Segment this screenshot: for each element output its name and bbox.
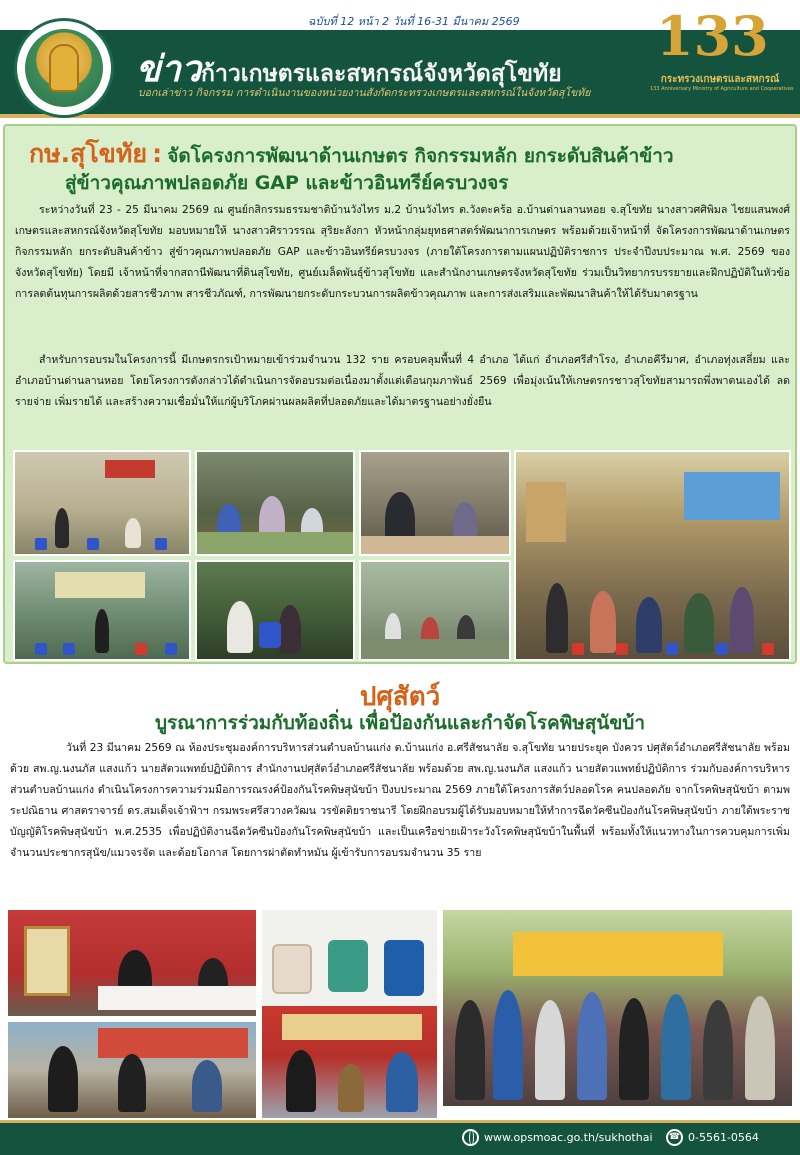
livestock-paragraph: วันที่ 23 มีนาคม 2569 ณ ห้องประชุมองค์การบริหารส่วนตำบลบ้านแก่ง ต.บ้านแก่ง อ.ศรีสัชนาลัย จ.สุโขทัย นายประยุค บังควร ปศุสัตว์อำเภอศรีสัชนาลัย พร้อมด้วย สพ.ญ.นงนภัส แสงแก้ว นายสัตวแพทย์ปฏิบัติการ สำนักงานปศุสัตว์อำเภอศรีสัชนาลัย พร้อมด้วย สพ.ญ.นงนภัส แสงแก้ว นายสัตวแพทย์ปฏิบัติการ ร่วมกับองค์การบริหารส่วนตำบลบ้านแก่ง ดำเนินโครงการความร่วมมือการรณรงค์ป้องกันโรคพิษสุนัขบ้า ปีงบประมาณ 2569 ภายใต้โครงการสัตว์ปลอดโรค คนปลอดภัย จากโรคพิษสุนัขบ้า ตามพระปณิธาน ศาสตราจารย์ ดร.สมเด็จเจ้าฟ้าฯ กรมพระศรีสวางควัฒน วรขัตติยราชนารี โดยฝึกอบรมผู้ได้รับมอบหมายให้ทำการฉีดวัคซีนป้องกันโรคพิษสุนัขบ้า ภายใต้พระราชบัญญัติโรคพิษสุนัขบ้า พ.ศ.2535 เพื่อปฏิบัติงานฉีดวัคซีนป้องกันโรคพิษสุนัขบ้า และเป็นเครือข่ายเฝ้าระวังโรคพิษสุนัขบ้าในพื้นที่ พร้อมทั้งให้แนวทางในการควบคุมการเพิ่มจำนวนประชากรสุนัข/แมวจรจัด และด้อยโอกาส โดยการผ่าตัดทำหมัน ผู้เข้ารับการอบรมจำนวน 35 ราย [10, 742, 790, 859]
footer-bar [0, 1120, 800, 1155]
globe-icon [462, 1129, 479, 1146]
issue-line: ฉบับที่ 12 หน้า 2 วันที่ 16-31 มีนาคม 2569 [308, 15, 520, 28]
training-photo-4 [13, 560, 191, 661]
website-link[interactable]: www.opsmoac.go.th/sukhothai [484, 1131, 653, 1144]
logo-emblem [25, 29, 103, 107]
livestock-section-heading: บูรณาการร่วมกับท้องถิ่น เพื่อป้องกันและกำจัดโรคพิษสุนัขบ้า [154, 712, 646, 734]
rabies-photo-2 [8, 1022, 256, 1118]
phone-number: 0-5561-0564 [688, 1131, 759, 1144]
newsletter-subtitle: บอกเล่าข่าว กิจกรรม การดำเนินงานของหน่วยงานสังกัดกระทรวงเกษตรและสหกรณ์ในจังหวัดสุโขทัย [138, 87, 591, 99]
training-photo-1 [13, 450, 191, 556]
logo-deity-figure [49, 44, 79, 92]
agriculture-news-section [3, 124, 797, 664]
livestock-section-title: ปศุสัตว์ [359, 682, 441, 712]
rabies-photo-1 [8, 910, 256, 1016]
training-photo-3 [359, 450, 511, 556]
heading-line1: จัดโครงการพัฒนาด้านเกษตร กิจกรรมหลัก ยกระดับสินค้าข้าว [167, 145, 674, 167]
anniversary-logo [650, 4, 794, 114]
province-tag: กษ.สุโขทัย [29, 139, 148, 168]
training-photo-large [514, 450, 791, 661]
rabies-photo-group [443, 910, 792, 1106]
section1-paragraph1: ระหว่างวันที่ 23 - 25 มีนาคม 2569 ณ ศูนย์กสิกรรมธรรมชาติบ้านวังไทร ม.2 บ้านวังไทร ต.วังตะคร้อ อ.บ้านด่านลานหอย จ.สุโขทัย นางสาวศศิพิมล ไชยแสนพงศ์ เกษตรและสหกรณ์จังหวัดสุโขทัย มอบหมายให้ นางสาวศิราวรรณ สุริยะลังกา หัวหน้ากลุ่มยุทธศาสตร์พัฒนาการเกษตร พร้อมด้วยเจ้าหน้าที่ จัดโครงการพัฒนาด้านเกษตร กิจกรรมหลัก ยกระดับสินค้าข้าว สู่ข้าวคุณภาพปลอดภัย GAP และข้าวอินทรีย์ครบวงจร (ภายใต้โครงการตามแผนปฏิบัติราชการ ประจำปีงบประมาณ พ.ศ. 2569 ของจังหวัดสุโขทัย) โดยมี เจ้าหน้าที่จากสถานีพัฒนาที่ดินสุโขทัย, ศูนย์เมล็ดพันธุ์ข้าวสุโขทัย และสำนักงานเกษตรจังหวัดสุโขทัย ร่วมเป็นวิทยากรบรรยายและฝึกปฏิบัติในหัวข้อการลดต้นทุนการผลิตด้วยสารชีวภาพ สารชีวภัณฑ์, การพัฒนายกระดับกระบวนการผลิตข้าวคุณภาพ และการส่งเสริมและพัฒนาสินค้าให้ได้รับมาตรฐาน [15, 204, 790, 300]
phone-icon: ☎ [666, 1129, 683, 1146]
training-photo-5 [195, 560, 355, 661]
rabies-photo-vaccine-tags [262, 910, 437, 1016]
training-photo-2 [195, 450, 355, 556]
ministry-name: กระทรวงเกษตรและสหกรณ์ [660, 74, 780, 85]
heading-colon: : [152, 139, 163, 168]
footer-gold-rule [0, 1120, 800, 1123]
anniversary-number: 133 [656, 4, 769, 68]
header-gold-rule [0, 114, 800, 118]
section1-paragraph2: สำหรับการอบรมในโครงการนี้ มีเกษตรกรเป้าหมายเข้าร่วมจำนวน 132 ราย ครอบคลุมพื้นที่ 4 อำเภอ ได้แก่ อำเภอศรีสำโรง, อำเภอคีรีมาศ, อำเภอทุ่งเสลี่ยม และอำเภอบ้านด่านลานหอย โดยโครงการดังกล่าวได้ดำเนินการจัดอบรมต่อเนื่องมาตั้งแต่เดือนกุมภาพันธ์ 2569 เพื่อมุ่งเน้นให้เกษตรกรชาวสุโขทัยสามารถพึ่งพาตนเองได้ ลดรายจ่าย เพิ่มรายได้ และสร้างความเชื่อมั่นให้แก่ผู้บริโภคผ่านผลผลิตที่ปลอดภัยและได้มาตรฐานอย่างยั่งยืน [15, 354, 790, 408]
training-photo-6 [359, 560, 511, 661]
provincial-office-logo [14, 18, 114, 118]
rabies-photo-3 [262, 1006, 437, 1118]
heading-line2: สู่ข้าวคุณภาพปลอดภัย GAP และข้าวอินทรีย์ครบวงจร [65, 172, 509, 194]
title-big: ข่าว [136, 49, 202, 90]
ministry-name-en: 133 Anniversary Ministry of Agriculture and Cooperatives [650, 86, 794, 92]
title-rest: ก้าวเกษตรและสหกรณ์จังหวัดสุโขทัย [201, 61, 562, 87]
